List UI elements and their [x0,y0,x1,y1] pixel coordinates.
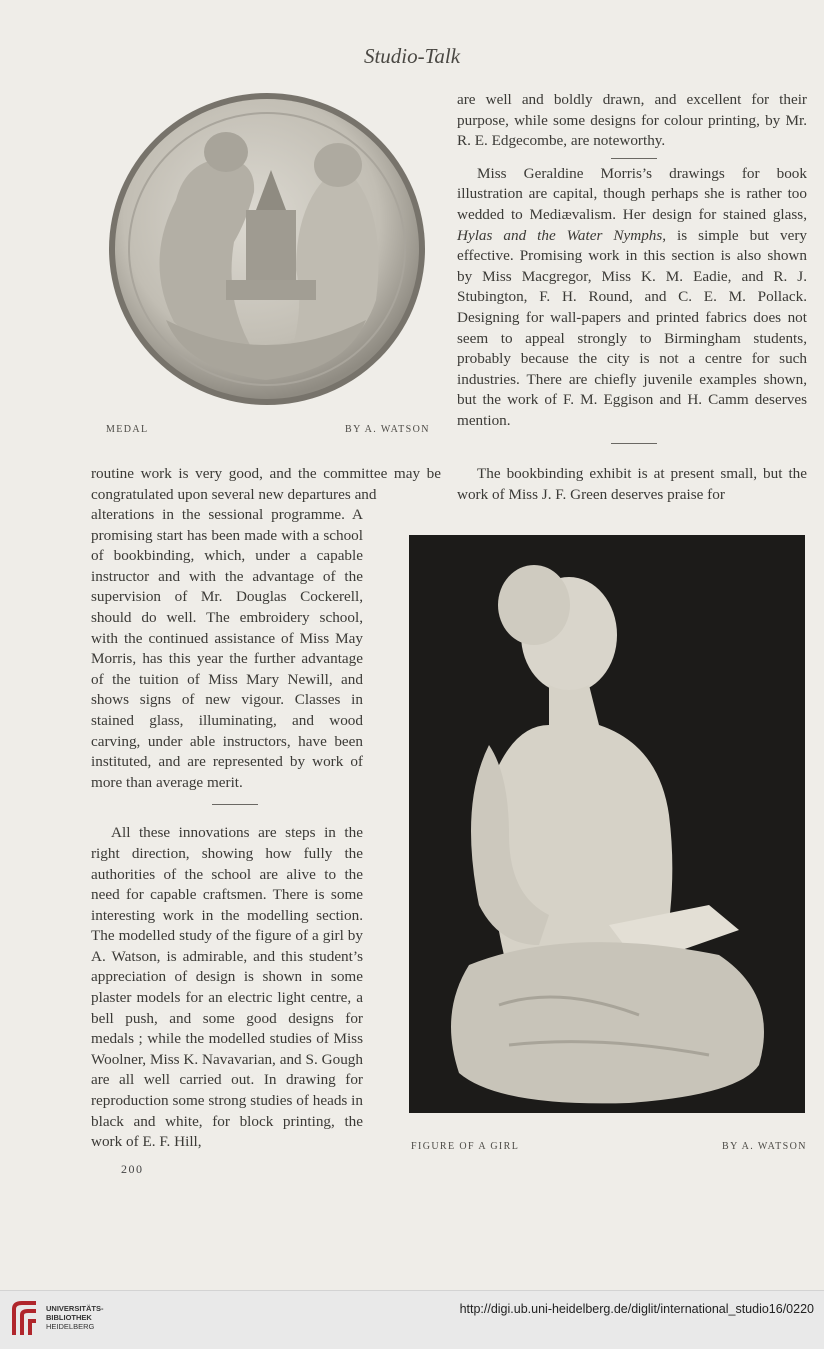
paragraph-printing: are well and boldly drawn, and excellent for their purpose, while some designs for colour printing, by Mr. R. E. Edgecombe, are noteworthy. [457,91,807,150]
paragraph-innovations: All these innovations are steps in the right direction, showing how fully the authorities of the school are alive to the need for capable craftsmen. There is some interesting work in the modelling section. The modelled study of the figure of a girl by A. Watson, is admirable, and this student’s appreciation of design is shown in some plaster models for an electric light centre, a bell push, and some good designs for medals ; while the modelled studies of Miss Woolner, Miss K. Navavarian, and S. Gough are all well carried out. In drawing for reproduction some strong studies of heads in black and white, for block printing, the work of E. F. Hill, [91,824,363,1151]
figure-caption-left: FIGURE OF A GIRL [411,1141,520,1152]
library-logo-icon [8,1299,42,1339]
divider-rule [611,443,657,444]
library-footer [0,1290,824,1349]
divider-rule [212,804,258,805]
medal-illustration [106,90,428,408]
divider-rule [611,158,657,159]
artwork-title: Hylas and the Water Nymphs [457,226,663,244]
figure-caption-right: BY A. WATSON [722,1141,807,1152]
library-name: UNIVERSITÄTS- BIBLIOTHEK HEIDELBERG [46,1304,104,1331]
page-number: 200 [121,1162,144,1176]
paragraph-alterations: alterations in the sessional programme. A promising start has been made with a school of bookbinding, which, under a capable instructor and with the advantage of the supervision of Mr. Douglas Cockerell, should do well. The embroidery school, with the continued assistance of Miss May Morris, has this year the further advantage of the tuition of Miss Mary Newill, and shows signs of new vigour. Classes in stained glass, illuminating, and wood carving, under able instructors, have been instituted, and are represented by work of more than average merit. [91,506,363,791]
right-column-lower [457,464,807,505]
medal-caption-right: BY A. WATSON [345,424,430,435]
left-column-narrow [91,505,363,1153]
figure-of-girl-photo [409,535,805,1113]
paragraph-routine: routine work is very good, and the committee may be congratulated upon several new departures and [91,465,441,503]
paragraph-morris: Miss Geraldine Morris’s drawings for book illustration are capital, though perhaps she is rather too wedded to Mediævalism. Her design for stained glass, Hylas and the Water Nymphs, is simple but very effective. Promising work in this section is also shown by Miss Macgregor, Miss K. M. Eadie, and R. J. Stubington, F. H. Round, and C. E. M. Pollack. Designing for wall-papers and printed fabrics does not seem to appeal strongly to Birmingham students, probably because the city is not a centre for such industries. There are chiefly juvenile examples shown, but the work of F. M. Eggison and H. Camm deserves mention. [457,164,807,429]
running-head: Studio-Talk [363,44,461,68]
medal-caption-left: MEDAL [106,424,149,435]
source-url-link[interactable]: http://digi.ub.uni-heidelberg.de/diglit/international_studio16/0220 [459,1302,814,1316]
paragraph-bookbinding: The bookbinding exhibit is at present small, but the work of Miss J. F. Green deserves praise for [457,465,807,503]
left-column-full-lines [91,464,441,505]
right-column-upper [457,90,807,432]
